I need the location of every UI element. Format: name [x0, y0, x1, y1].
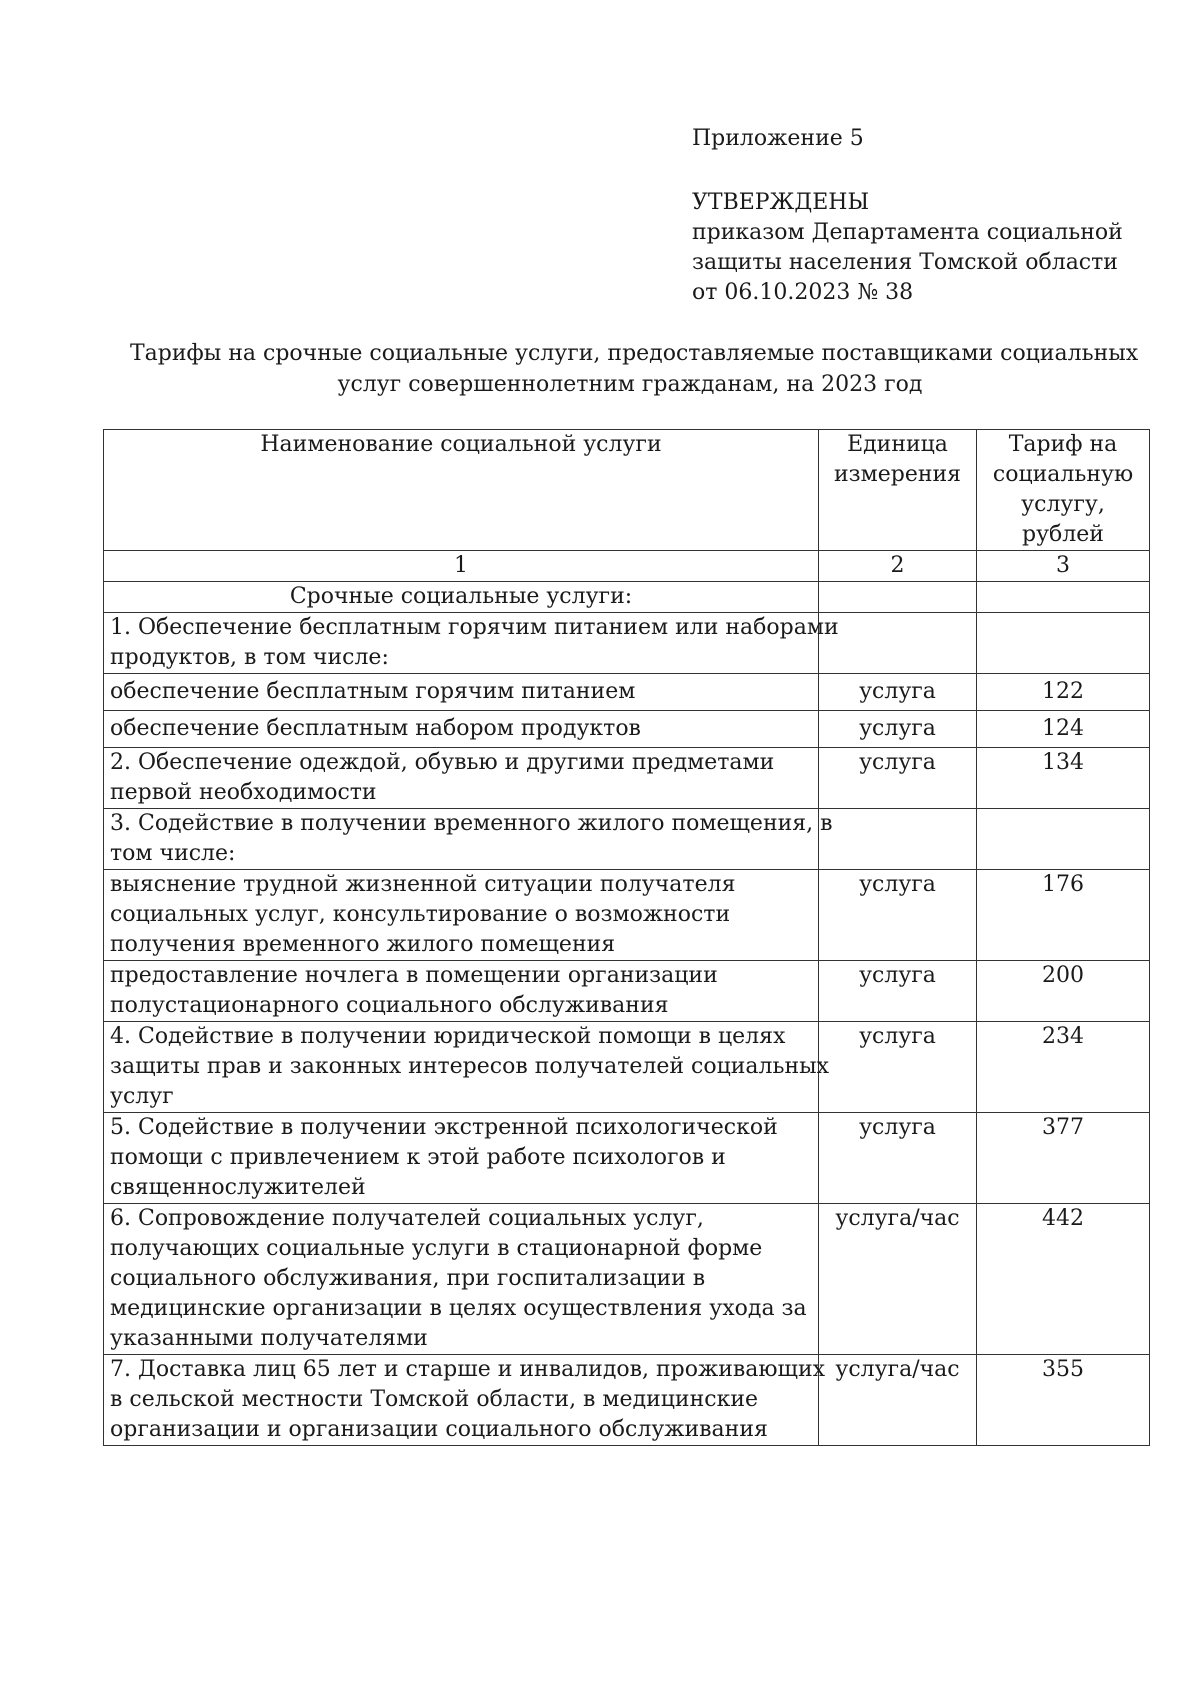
unit-cell: услуга [819, 674, 977, 711]
unit-cell: услуга [819, 1113, 977, 1204]
tariff-cell: 176 [977, 870, 1150, 961]
service-name [104, 809, 833, 870]
unit-cell [819, 809, 977, 870]
table-body [104, 582, 1150, 1446]
header-unit [819, 430, 977, 551]
service-name-line: защиты прав и законных интересов получателей социальных [110, 1054, 830, 1079]
tariff-cell: 377 [977, 1113, 1150, 1204]
table-row [104, 711, 1150, 748]
tariff-cell [977, 613, 1150, 674]
service-name-line: 6. Сопровождение получателей социальных услуг, [110, 1206, 704, 1231]
table-row [104, 809, 1150, 870]
column-number-row [104, 551, 1150, 582]
service-name-line: том числе: [110, 841, 236, 866]
column-number: 2 [819, 551, 977, 582]
tariff-cell: 200 [977, 961, 1150, 1022]
service-name [104, 711, 819, 748]
table-row [104, 1204, 1150, 1355]
title-line: Тарифы на срочные социальные услуги, предоставляемые поставщиками социальных [130, 341, 1139, 366]
header-unit-line: измерения [833, 462, 962, 487]
service-name-line: полустационарного социального обслуживания [110, 993, 669, 1018]
appendix-label: Приложение 5 [692, 126, 864, 151]
service-name-line: услуг [110, 1084, 174, 1109]
service-name [104, 961, 819, 1022]
service-name-line: 4. Содействие в получении юридической помощи в целях [110, 1024, 786, 1049]
header-tariff-line: услугу, [1021, 492, 1105, 517]
service-name-line: 1. Обеспечение бесплатным горячим питанием или наборами [110, 615, 839, 640]
service-name-line: 3. Содействие в получении временного жилого помещения, в [110, 811, 833, 836]
table-row [104, 870, 1150, 961]
approval-line: защиты населения Томской области [692, 250, 1118, 275]
column-number: 3 [977, 551, 1150, 582]
tariff-table [103, 429, 1150, 1446]
service-name-line: получающих социальные услуги в стационарной форме [110, 1236, 763, 1261]
document-title [130, 338, 1139, 400]
unit-cell: услуга [819, 961, 977, 1022]
unit-cell: услуга/час [819, 1355, 977, 1446]
section-row [104, 582, 1150, 613]
service-name [104, 1113, 819, 1204]
header-service-name: Наименование социальной услуги [104, 430, 819, 551]
header-tariff-line: рублей [1022, 522, 1104, 547]
title-line: услуг совершеннолетним гражданам, на 2023 год [337, 372, 923, 397]
approval-line: от 06.10.2023 № 38 [692, 280, 914, 305]
service-name [104, 674, 819, 711]
service-name [104, 1355, 826, 1446]
service-name-line: социальных услуг, консультирование о возможности [110, 902, 731, 927]
tariff-cell [977, 809, 1150, 870]
table-row [104, 748, 1150, 809]
service-name-line: 7. Доставка лиц 65 лет и старше и инвалидов, проживающих [110, 1357, 826, 1382]
service-name-line: выяснение трудной жизненной ситуации получателя [110, 872, 736, 897]
service-name-line: 5. Содействие в получении экстренной психологической [110, 1115, 778, 1140]
service-name-line: организации и организации социального обслуживания [110, 1417, 768, 1442]
service-name-line: продуктов, в том числе: [110, 645, 389, 670]
approval-block [692, 188, 1123, 308]
header-tariff [977, 430, 1150, 551]
service-name-line: социального обслуживания, при госпитализации в [110, 1266, 706, 1291]
tariff-cell: 355 [977, 1355, 1150, 1446]
service-name-line: помощи с привлечением к этой работе психологов и [110, 1145, 726, 1170]
service-name [104, 1022, 830, 1113]
service-name [104, 748, 819, 809]
service-name [104, 870, 819, 961]
header-tariff-line: социальную [992, 462, 1134, 487]
table-row [104, 613, 1150, 674]
service-name-line: священнослужителей [110, 1175, 366, 1200]
unit-cell: услуга [819, 1022, 977, 1113]
tariff-cell: 122 [977, 674, 1150, 711]
unit-cell: услуга [819, 711, 977, 748]
service-name-line: медицинские организации в целях осуществления ухода за [110, 1296, 807, 1321]
tariff-cell: 124 [977, 711, 1150, 748]
service-name-line: обеспечение бесплатным горячим питанием [110, 679, 636, 704]
empty-cell [819, 582, 977, 613]
header-tariff-line: Тариф на [1008, 432, 1118, 457]
service-name-line: обеспечение бесплатным набором продуктов [110, 716, 641, 741]
header-unit-line: Единица [847, 432, 948, 457]
service-name-line: указанными получателями [110, 1326, 428, 1351]
unit-cell: услуга [819, 748, 977, 809]
unit-cell: услуга [819, 870, 977, 961]
unit-cell: услуга/час [819, 1204, 977, 1355]
table-row [104, 1355, 1150, 1446]
table-row [104, 1022, 1150, 1113]
service-name-line: в сельской местности Томской области, в медицинские [110, 1387, 759, 1412]
service-name-line: первой необходимости [110, 780, 377, 805]
section-label: Срочные социальные услуги: [104, 582, 819, 613]
table-row [104, 1113, 1150, 1204]
table-row [104, 961, 1150, 1022]
tariff-cell: 442 [977, 1204, 1150, 1355]
empty-cell [977, 582, 1150, 613]
approval-line: УТВЕРЖДЕНЫ [692, 190, 870, 215]
unit-cell [819, 613, 977, 674]
service-name [104, 1204, 819, 1355]
tariff-cell: 234 [977, 1022, 1150, 1113]
service-name-line: 2. Обеспечение одеждой, обувью и другими предметами [110, 750, 775, 775]
tariff-cell: 134 [977, 748, 1150, 809]
service-name-line: предоставление ночлега в помещении организации [110, 963, 718, 988]
approval-line: приказом Департамента социальной [692, 220, 1123, 245]
table-row [104, 674, 1150, 711]
service-name-line: получения временного жилого помещения [110, 932, 616, 957]
column-number: 1 [104, 551, 819, 582]
service-name [104, 613, 839, 674]
table-header-row [104, 430, 1150, 551]
